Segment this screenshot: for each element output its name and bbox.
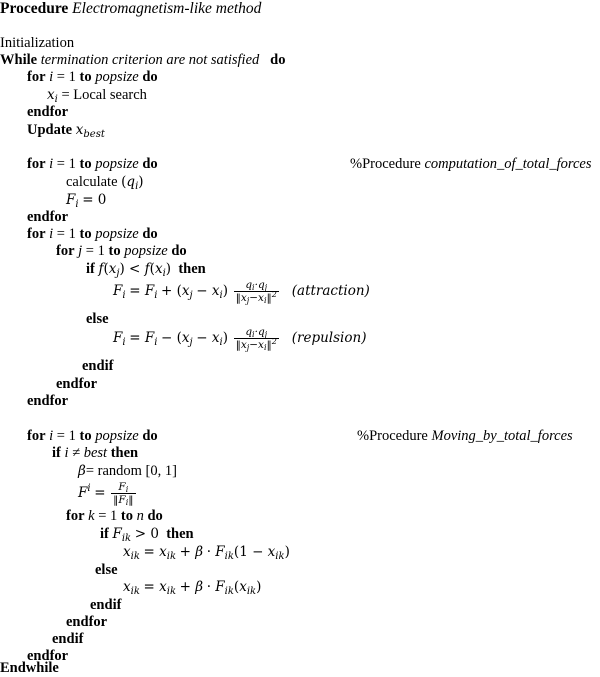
local-search-text: = Local search bbox=[61, 87, 147, 103]
to-keyword: to bbox=[79, 428, 92, 444]
for-keyword: for bbox=[27, 69, 46, 85]
endfor-1 bbox=[27, 103, 68, 121]
for-loop-5: for i = 1 to popsize do bbox=[27, 428, 158, 444]
if-best-line bbox=[52, 444, 138, 462]
comment-moving bbox=[357, 427, 573, 445]
do-keyword: do bbox=[142, 428, 158, 444]
do-keyword: do bbox=[142, 226, 158, 242]
do-keyword: do bbox=[142, 156, 158, 172]
procedure-title bbox=[0, 0, 261, 18]
update-keyword: Update bbox=[27, 122, 73, 138]
do-keyword: do bbox=[270, 52, 286, 68]
do-keyword: do bbox=[171, 243, 187, 259]
endfor-5 bbox=[66, 613, 107, 631]
if-best-condition: i ≠ best bbox=[64, 445, 108, 461]
initialization-label: Initialization bbox=[0, 35, 75, 51]
for-keyword: for bbox=[66, 508, 85, 524]
normalized-force-line: $F^i$ = $\frac{F_i}{‖F_i‖}$ bbox=[78, 481, 134, 508]
while-keyword: While bbox=[0, 52, 38, 68]
popsize-text: popsize bbox=[95, 428, 139, 444]
if-condition-line: if $f(x_j) < f(x_i)$ then bbox=[86, 261, 206, 279]
then-keyword: then bbox=[178, 261, 206, 277]
if-keyword: if bbox=[52, 445, 61, 461]
for-loop-3: for i = 1 to popsize do bbox=[27, 226, 158, 242]
local-search-line: $x_i$ = Local search bbox=[47, 87, 147, 105]
comment-prefix: %Procedure bbox=[357, 428, 428, 444]
update-best-line: Update $x_{best}$ bbox=[27, 122, 105, 140]
comment-prefix: %Procedure bbox=[350, 156, 421, 172]
to-keyword: to bbox=[79, 156, 92, 172]
do-keyword: do bbox=[142, 69, 158, 85]
to-keyword: to bbox=[79, 226, 92, 242]
comment-name: computation_of_total_forces bbox=[424, 156, 592, 172]
endfor-keyword: endfor bbox=[56, 376, 98, 392]
endif-keyword: endif bbox=[90, 597, 122, 613]
popsize-text: popsize bbox=[95, 156, 139, 172]
beta-assign-text: = random [0, 1] bbox=[85, 463, 177, 479]
endfor-keyword: endfor bbox=[27, 648, 69, 664]
for-loop-4: for j = 1 to popsize do bbox=[56, 243, 187, 259]
endif-keyword: endif bbox=[52, 631, 84, 647]
comment-name: Moving_by_total_forces bbox=[431, 428, 573, 444]
for-keyword: for bbox=[27, 428, 46, 444]
then-keyword: then bbox=[166, 526, 194, 542]
move-equation-2: $x_{ik} = x_{ik} + \beta \cdot F_{ik}(x_{ik})$ bbox=[123, 579, 262, 597]
repulsion-fraction: $\frac{q_i\cdot q_j}{‖x_j-x_i‖^2}$ bbox=[235, 326, 277, 353]
comment-total-forces bbox=[350, 155, 592, 173]
popsize-text: popsize bbox=[95, 226, 139, 242]
calculate-text: calculate bbox=[66, 174, 118, 190]
endif-1 bbox=[82, 357, 113, 375]
popsize-text: popsize bbox=[124, 243, 168, 259]
beta-line: β= random [0, 1] bbox=[78, 463, 177, 479]
endfor-keyword: endfor bbox=[27, 209, 69, 225]
endfor-3 bbox=[56, 375, 97, 393]
move-equation-1: $x_{ik} = x_{ik} + \beta \cdot F_{ik}(1 - x_{ik})$ bbox=[123, 544, 290, 562]
endfor-4 bbox=[27, 392, 68, 410]
for-loop-6: for k = 1 to n do bbox=[66, 508, 163, 524]
endfor-2 bbox=[27, 208, 68, 226]
if-fik-line: if $F_{ik} > 0$ then bbox=[100, 526, 194, 544]
if-keyword: if bbox=[86, 261, 95, 277]
else-line-2 bbox=[95, 561, 118, 579]
endfor-keyword: endfor bbox=[66, 614, 108, 630]
do-keyword: do bbox=[147, 508, 163, 524]
for-keyword: for bbox=[56, 243, 75, 259]
for-keyword: for bbox=[27, 156, 46, 172]
force-init-line: $F_i = 0$ bbox=[66, 192, 107, 210]
endif-keyword: endif bbox=[82, 358, 114, 374]
attraction-label: (attraction) bbox=[291, 283, 370, 299]
else-keyword: else bbox=[86, 311, 109, 327]
while-line bbox=[0, 51, 285, 69]
endif-2 bbox=[90, 596, 121, 614]
for-loop-2: for i = 1 to popsize do bbox=[27, 156, 158, 172]
repulsion-equation: $F_i = F_i - (x_j - x_i)$ $\frac{q_i\cdot q_j}{‖x_j-x_i‖^2}$ (repulsion) bbox=[113, 326, 367, 353]
normalized-fraction: $\frac{F_i}{‖F_i‖}$ bbox=[113, 481, 134, 508]
for-loop-1: for i = 1 to popsize do bbox=[27, 69, 158, 85]
popsize-text: popsize bbox=[95, 69, 139, 85]
else-keyword: else bbox=[95, 562, 118, 578]
initialization-line bbox=[0, 34, 74, 52]
procedure-name: Electromagnetism-like method bbox=[72, 0, 262, 17]
endfor-keyword: endfor bbox=[27, 393, 69, 409]
to-keyword: to bbox=[79, 69, 92, 85]
for-keyword: for bbox=[27, 226, 46, 242]
calculate-line: calculate $(q_i)$ bbox=[66, 174, 144, 192]
repulsion-label: (repulsion) bbox=[291, 330, 367, 346]
attraction-equation: $F_i = F_i + (x_j - x_i)$ $\frac{q_i\cdot q_j}{‖x_j-x_i‖^2}$ (attraction) bbox=[113, 279, 370, 306]
to-keyword: to bbox=[120, 508, 133, 524]
endwhile-keyword: Endwhile bbox=[0, 660, 59, 676]
endfor-keyword: endfor bbox=[27, 104, 69, 120]
to-keyword: to bbox=[108, 243, 121, 259]
while-condition: termination criterion are not satisfied bbox=[40, 52, 260, 68]
attraction-fraction: $\frac{q_i\cdot q_j}{‖x_j-x_i‖^2}$ bbox=[235, 279, 277, 306]
endwhile-line bbox=[0, 659, 59, 677]
endif-3 bbox=[52, 630, 83, 648]
then-keyword: then bbox=[110, 445, 139, 461]
else-line-1 bbox=[86, 310, 109, 328]
procedure-keyword: Procedure bbox=[0, 0, 69, 17]
if-keyword: if bbox=[100, 526, 109, 542]
